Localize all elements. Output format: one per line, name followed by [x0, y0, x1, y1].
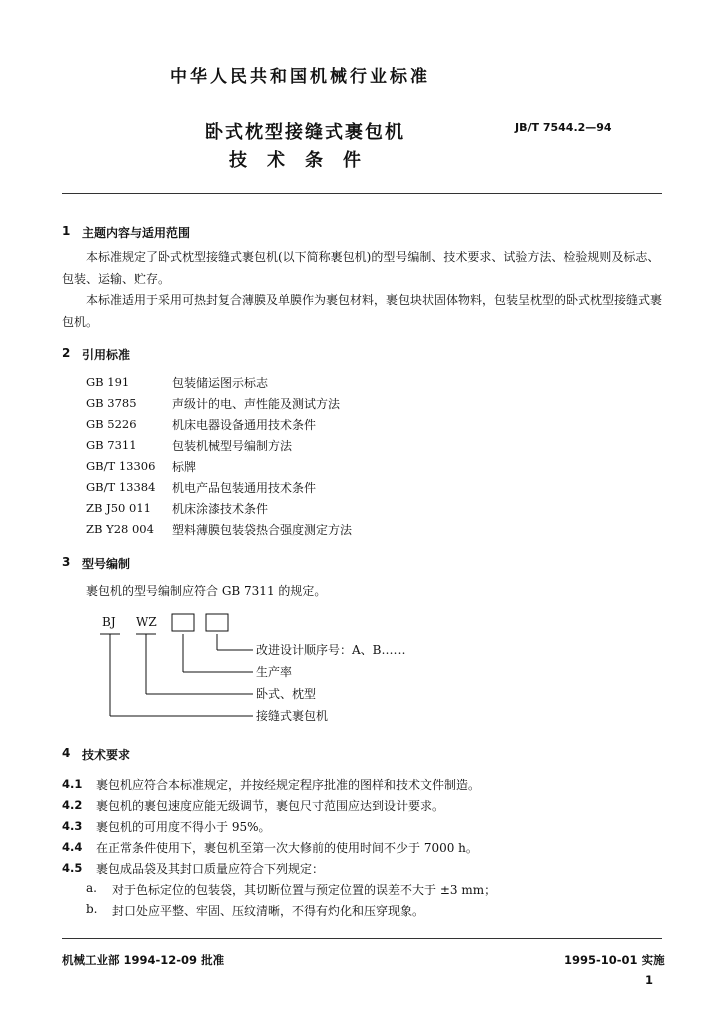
ref-code: GB 191 — [86, 375, 130, 389]
page-number: 1 — [645, 973, 654, 987]
clause-text: 在正常条件使用下，裹包机至第一次大修前的使用时间不少于 7000 h。 — [96, 841, 478, 855]
footer-divider — [62, 938, 662, 939]
section2-title: 引用标准 — [82, 348, 131, 362]
section4-number: 4 — [62, 746, 71, 760]
clause-number: 4.3 — [62, 819, 83, 833]
section3-number: 3 — [62, 555, 71, 569]
diagram-label-machine: 接缝式裹包机 — [256, 709, 329, 723]
clause-text: 裹包机的裹包速度应能无级调节，裹包尺寸范围应达到设计要求。 — [96, 799, 445, 813]
diagram-box-rate — [172, 614, 194, 631]
standard-number: JB/T 7544.2—94 — [515, 121, 612, 134]
doc-title-line2: 技术条件 — [229, 150, 381, 171]
clause-text: 裹包机应符合本标准规定，并按经规定程序批准的图样和技术文件制造。 — [96, 778, 481, 792]
section1-para1-text: 本标准规定了卧式枕型接缝式裹包机(以下简称裹包机)的型号编制、技术要求、试验方法、检验规则及标志、包装、运输、贮存。 — [62, 250, 660, 286]
section1-title: 主题内容与适用范围 — [82, 226, 191, 240]
ref-title: 声级计的电、声性能及测试方法 — [172, 397, 341, 411]
section3-intro: 裹包机的型号编制应符合 GB 7311 的规定。 — [86, 584, 327, 598]
ref-code: GB/T 13306 — [86, 459, 156, 473]
clause-number: 4.1 — [62, 777, 83, 791]
item-label: a. — [86, 881, 97, 895]
ref-code: ZB J50 011 — [86, 501, 151, 515]
diagram-label-type: 卧式、枕型 — [256, 687, 317, 701]
clause-number: 4.5 — [62, 861, 83, 875]
ref-code: ZB Y28 004 — [86, 522, 154, 536]
section1-para2-text: 本标准适用于采用可热封复合薄膜及单膜作为裹包材料，裹包块状固体物料，包装呈枕型的卧式枕型接缝式裹包机。 — [62, 293, 663, 329]
item-label: b. — [86, 902, 98, 916]
model-code-diagram — [98, 612, 428, 734]
diagram-label-revision: 改进设计顺序号：A、B…… — [256, 643, 406, 657]
section1-number: 1 — [62, 224, 71, 238]
section1-para1 — [62, 246, 667, 290]
diagram-box-revision — [206, 614, 228, 631]
ref-title: 机床电器设备通用技术条件 — [172, 418, 317, 432]
section2-number: 2 — [62, 346, 71, 360]
ref-code: GB 3785 — [86, 396, 137, 410]
header-divider — [62, 193, 662, 194]
doc-title-line1: 卧式枕型接缝式裹包机 — [205, 122, 405, 143]
ref-title: 包装储运图示标志 — [172, 376, 269, 390]
ref-title: 塑料薄膜包装袋热合强度测定方法 — [172, 523, 353, 537]
ref-title: 包装机械型号编制方法 — [172, 439, 293, 453]
ref-title: 机床涂漆技术条件 — [172, 502, 269, 516]
ref-code: GB 7311 — [86, 438, 137, 452]
ref-title: 机电产品包装通用技术条件 — [172, 481, 317, 495]
item-text: 封口处应平整、牢固、压纹清晰，不得有灼化和压穿现象。 — [112, 904, 425, 918]
ref-code: GB 5226 — [86, 417, 137, 431]
section4-title: 技术要求 — [82, 748, 131, 762]
item-text: 对于色标定位的包装袋，其切断位置与预定位置的误差不大于 ±3 mm； — [112, 883, 497, 897]
ref-title: 标牌 — [172, 460, 197, 474]
ref-code: GB/T 13384 — [86, 480, 156, 494]
org-title: 中华人民共和国机械行业标准 — [170, 67, 430, 87]
footer-issuer: 机械工业部 1994-12-09 批准 — [62, 953, 225, 967]
diagram-code-bj: BJ — [102, 615, 116, 629]
clause-text: 裹包成品袋及其封口质量应符合下列规定： — [96, 862, 325, 876]
diagram-label-rate: 生产率 — [256, 665, 293, 679]
diagram-code-wz: WZ — [136, 615, 157, 629]
clause-text: 裹包机的可用度不得小于 95%。 — [96, 820, 271, 834]
clause-number: 4.4 — [62, 840, 83, 854]
clause-number: 4.2 — [62, 798, 83, 812]
section3-title: 型号编制 — [82, 557, 131, 571]
footer-effective: 1995-10-01 实施 — [564, 953, 665, 967]
section1-para2 — [62, 289, 667, 333]
